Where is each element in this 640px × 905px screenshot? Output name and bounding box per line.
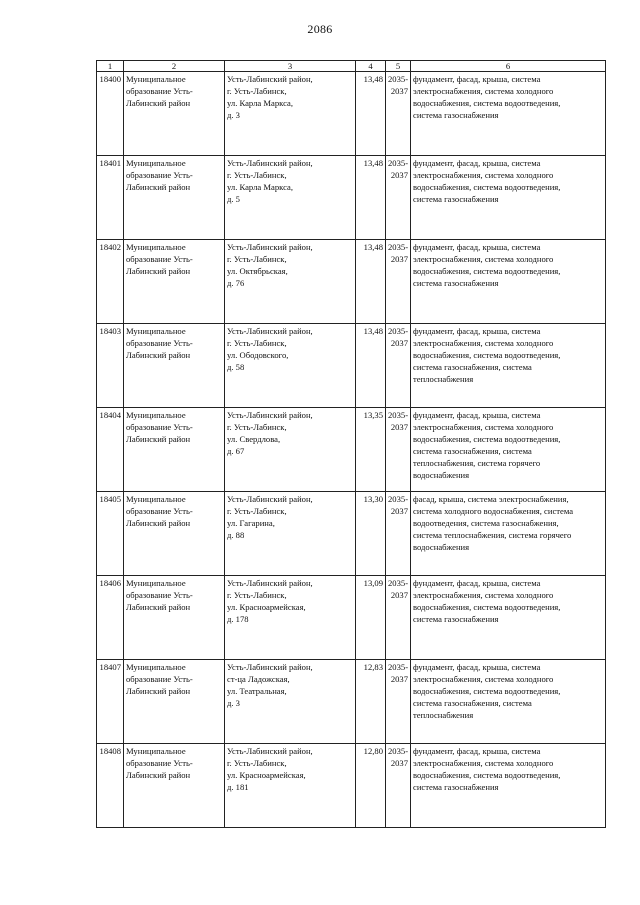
owner-cell-line: Лабинский район [126, 686, 191, 696]
works-cell [411, 576, 606, 660]
area-cell: 13,48 [356, 156, 386, 240]
owner-cell-line: образование Усть- [126, 590, 193, 600]
works-cell-line: теплоснабжения [413, 374, 474, 384]
works-cell-line: система холодного водоснабжения, система [413, 506, 574, 516]
column-header: 3 [225, 61, 356, 72]
address-cell-line: Усть-Лабинский район, [227, 578, 313, 588]
works-cell-line: водоснабжения, система водоотведения, [413, 182, 561, 192]
address-cell-line: ст-ца Ладожская, [227, 674, 290, 684]
address-cell-line: д. 181 [227, 782, 249, 792]
works-cell-line: теплоснабжения [413, 710, 474, 720]
works-cell-line: электроснабжения, система холодного [413, 254, 554, 264]
owner-cell [124, 744, 225, 828]
owner-cell-line: образование Усть- [126, 254, 193, 264]
address-cell-line: д. 178 [227, 614, 249, 624]
owner-cell-line: Муниципальное [126, 494, 186, 504]
address-cell [225, 72, 356, 156]
address-cell-line: ул. Карла Маркса, [227, 182, 293, 192]
address-cell-line: Усть-Лабинский район, [227, 746, 313, 756]
address-cell-line: г. Усть-Лабинск, [227, 254, 287, 264]
table-row [97, 408, 606, 492]
works-cell-line: водоснабжения [413, 542, 470, 552]
owner-cell-line: Лабинский район [126, 770, 191, 780]
works-cell-line: фасад, крыша, система электроснабжения, [413, 494, 569, 504]
row-number: 18400 [97, 72, 124, 156]
header-row [97, 61, 606, 72]
table-row [97, 744, 606, 828]
works-cell-line: фундамент, фасад, крыша, система [413, 578, 541, 588]
owner-cell-line: образование Усть- [126, 338, 193, 348]
period-cell [386, 240, 411, 324]
address-cell-line: д. 67 [227, 446, 245, 456]
period-cell-line: 2037 [390, 338, 408, 348]
owner-cell [124, 408, 225, 492]
table-row [97, 240, 606, 324]
period-cell-line: 2037 [390, 254, 408, 264]
works-cell-line: электроснабжения, система холодного [413, 674, 554, 684]
period-cell-line: 2037 [390, 674, 408, 684]
period-cell [386, 324, 411, 408]
works-cell-line: водоснабжения, система водоотведения, [413, 602, 561, 612]
owner-cell-line: Муниципальное [126, 746, 186, 756]
works-cell-line: система газоснабжения [413, 782, 499, 792]
works-cell [411, 156, 606, 240]
period-cell-line: 2037 [390, 170, 408, 180]
area-cell: 13,48 [356, 72, 386, 156]
works-cell [411, 660, 606, 744]
owner-cell-line: образование Усть- [126, 170, 193, 180]
area-cell: 13,48 [356, 324, 386, 408]
address-cell-line: Усть-Лабинский район, [227, 662, 313, 672]
works-cell-line: электроснабжения, система холодного [413, 86, 554, 96]
row-number: 18407 [97, 660, 124, 744]
works-cell-line: фундамент, фасад, крыша, система [413, 242, 541, 252]
address-cell [225, 240, 356, 324]
column-header: 1 [97, 61, 124, 72]
period-cell-line: 2037 [390, 590, 408, 600]
owner-cell-line: Муниципальное [126, 242, 186, 252]
address-cell [225, 660, 356, 744]
works-cell-line: водоотведения, система газоснабжения, [413, 518, 559, 528]
works-cell-line: электроснабжения, система холодного [413, 758, 554, 768]
address-cell [225, 576, 356, 660]
owner-cell [124, 324, 225, 408]
address-cell-line: г. Усть-Лабинск, [227, 86, 287, 96]
works-cell-line: водоснабжения [413, 470, 470, 480]
page-number: 2086 [307, 22, 333, 36]
owner-cell-line: образование Усть- [126, 758, 193, 768]
row-number: 18401 [97, 156, 124, 240]
period-cell-line: 2035- [388, 158, 409, 168]
period-cell-line: 2037 [390, 758, 408, 768]
address-cell [225, 324, 356, 408]
address-cell-line: Усть-Лабинский район, [227, 242, 313, 252]
column-header: 6 [411, 61, 606, 72]
address-cell-line: ул. Свердлова, [227, 434, 281, 444]
owner-cell-line: Муниципальное [126, 326, 186, 336]
address-cell-line: д. 5 [227, 194, 240, 204]
address-cell-line: д. 3 [227, 698, 240, 708]
table-row [97, 660, 606, 744]
address-cell-line: д. 88 [227, 530, 245, 540]
works-cell [411, 492, 606, 576]
owner-cell-line: Лабинский район [126, 98, 191, 108]
area-cell: 13,48 [356, 240, 386, 324]
area-cell: 13,30 [356, 492, 386, 576]
address-cell-line: ул. Красноармейская, [227, 602, 306, 612]
area-cell: 12,80 [356, 744, 386, 828]
address-cell-line: Усть-Лабинский район, [227, 74, 313, 84]
works-cell-line: фундамент, фасад, крыша, система [413, 326, 541, 336]
address-cell-line: Усть-Лабинский район, [227, 410, 313, 420]
address-cell-line: г. Усть-Лабинск, [227, 338, 287, 348]
area-cell: 13,35 [356, 408, 386, 492]
address-cell-line: Усть-Лабинский район, [227, 326, 313, 336]
period-cell [386, 660, 411, 744]
works-cell-line: электроснабжения, система холодного [413, 170, 554, 180]
works-cell-line: водоснабжения, система водоотведения, [413, 98, 561, 108]
address-cell-line: д. 76 [227, 278, 245, 288]
address-cell-line: ул. Гагарина, [227, 518, 275, 528]
period-cell [386, 408, 411, 492]
owner-cell-line: Лабинский район [126, 266, 191, 276]
period-cell-line: 2035- [388, 578, 409, 588]
works-cell [411, 744, 606, 828]
works-cell-line: электроснабжения, система холодного [413, 338, 554, 348]
area-cell: 13,09 [356, 576, 386, 660]
address-cell-line: ул. Октябрьская, [227, 266, 288, 276]
works-cell [411, 408, 606, 492]
registry-table [96, 60, 606, 828]
table-row [97, 156, 606, 240]
address-cell-line: Усть-Лабинский район, [227, 158, 313, 168]
period-cell [386, 576, 411, 660]
column-header: 5 [386, 61, 411, 72]
address-cell-line: г. Усть-Лабинск, [227, 590, 287, 600]
works-cell-line: электроснабжения, система холодного [413, 590, 554, 600]
works-cell-line: система газоснабжения [413, 194, 499, 204]
owner-cell-line: образование Усть- [126, 422, 193, 432]
address-cell-line: ул. Театральная, [227, 686, 287, 696]
period-cell-line: 2037 [390, 422, 408, 432]
address-cell-line: ул. Красноармейская, [227, 770, 306, 780]
table-row [97, 492, 606, 576]
owner-cell-line: Муниципальное [126, 410, 186, 420]
owner-cell-line: Лабинский район [126, 182, 191, 192]
owner-cell [124, 240, 225, 324]
works-cell-line: система газоснабжения, система [413, 446, 532, 456]
address-cell-line: д. 58 [227, 362, 245, 372]
works-cell-line: система газоснабжения [413, 614, 499, 624]
table-row [97, 72, 606, 156]
works-cell [411, 324, 606, 408]
period-cell-line: 2035- [388, 662, 409, 672]
period-cell-line: 2037 [390, 506, 408, 516]
owner-cell [124, 576, 225, 660]
address-cell-line: г. Усть-Лабинск, [227, 506, 287, 516]
period-cell [386, 744, 411, 828]
column-header: 4 [356, 61, 386, 72]
owner-cell-line: Лабинский район [126, 350, 191, 360]
owner-cell-line: образование Усть- [126, 506, 193, 516]
table-row [97, 576, 606, 660]
period-cell-line: 2035- [388, 746, 409, 756]
row-number: 18408 [97, 744, 124, 828]
address-cell-line: Усть-Лабинский район, [227, 494, 313, 504]
period-cell [386, 72, 411, 156]
address-cell-line: д. 3 [227, 110, 240, 120]
works-cell-line: теплоснабжения, система горячего [413, 458, 541, 468]
owner-cell [124, 72, 225, 156]
address-cell [225, 408, 356, 492]
address-cell-line: г. Усть-Лабинск, [227, 170, 287, 180]
address-cell [225, 744, 356, 828]
owner-cell [124, 660, 225, 744]
address-cell-line: г. Усть-Лабинск, [227, 422, 287, 432]
table-body [97, 72, 606, 828]
works-cell-line: система газоснабжения [413, 278, 499, 288]
works-cell-line: система газоснабжения, система [413, 698, 532, 708]
row-number: 18403 [97, 324, 124, 408]
period-cell-line: 2035- [388, 242, 409, 252]
owner-cell-line: Муниципальное [126, 74, 186, 84]
works-cell-line: фундамент, фасад, крыша, система [413, 410, 541, 420]
row-number: 18404 [97, 408, 124, 492]
works-cell-line: водоснабжения, система водоотведения, [413, 350, 561, 360]
works-cell [411, 72, 606, 156]
column-header: 2 [124, 61, 225, 72]
owner-cell-line: Лабинский район [126, 434, 191, 444]
period-cell [386, 492, 411, 576]
period-cell-line: 2035- [388, 494, 409, 504]
owner-cell [124, 492, 225, 576]
owner-cell-line: Муниципальное [126, 578, 186, 588]
row-number: 18402 [97, 240, 124, 324]
works-cell-line: водоснабжения, система водоотведения, [413, 686, 561, 696]
works-cell-line: фундамент, фасад, крыша, система [413, 74, 541, 84]
owner-cell-line: Муниципальное [126, 662, 186, 672]
period-cell-line: 2035- [388, 74, 409, 84]
table-row [97, 324, 606, 408]
works-cell-line: фундамент, фасад, крыша, система [413, 158, 541, 168]
works-cell-line: фундамент, фасад, крыша, система [413, 746, 541, 756]
works-cell-line: водоснабжения, система водоотведения, [413, 266, 561, 276]
works-cell-line: водоснабжения, система водоотведения, [413, 770, 561, 780]
address-cell-line: г. Усть-Лабинск, [227, 758, 287, 768]
works-cell-line: фундамент, фасад, крыша, система [413, 662, 541, 672]
period-cell-line: 2035- [388, 410, 409, 420]
row-number: 18406 [97, 576, 124, 660]
works-cell-line: система теплоснабжения, система горячего [413, 530, 572, 540]
works-cell [411, 240, 606, 324]
owner-cell-line: Муниципальное [126, 158, 186, 168]
address-cell-line: ул. Карла Маркса, [227, 98, 293, 108]
works-cell-line: система газоснабжения [413, 110, 499, 120]
period-cell [386, 156, 411, 240]
owner-cell [124, 156, 225, 240]
row-number: 18405 [97, 492, 124, 576]
works-cell-line: водоснабжения, система водоотведения, [413, 434, 561, 444]
area-cell: 12,83 [356, 660, 386, 744]
address-cell [225, 156, 356, 240]
period-cell-line: 2037 [390, 86, 408, 96]
owner-cell-line: образование Усть- [126, 86, 193, 96]
owner-cell-line: образование Усть- [126, 674, 193, 684]
works-cell-line: система газоснабжения, система [413, 362, 532, 372]
owner-cell-line: Лабинский район [126, 518, 191, 528]
address-cell [225, 492, 356, 576]
period-cell-line: 2035- [388, 326, 409, 336]
address-cell-line: ул. Ободовского, [227, 350, 289, 360]
owner-cell-line: Лабинский район [126, 602, 191, 612]
works-cell-line: электроснабжения, система холодного [413, 422, 554, 432]
